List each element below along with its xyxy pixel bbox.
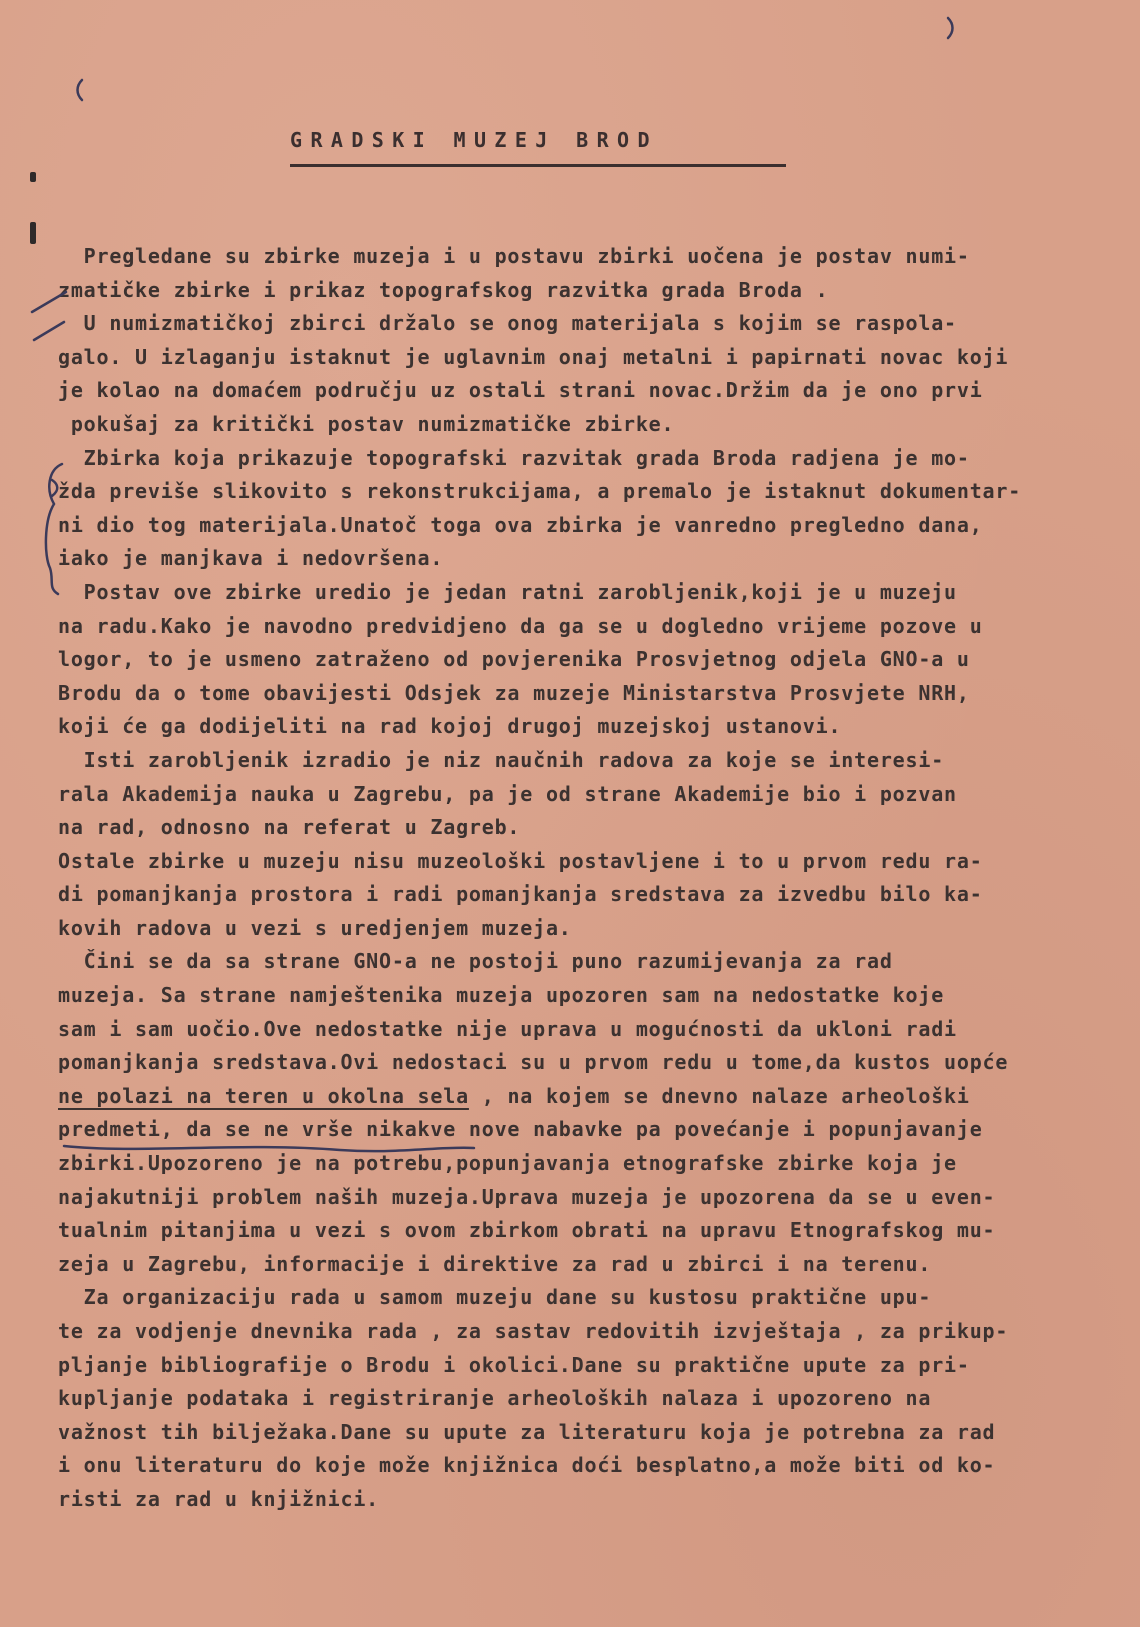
text-line: Isti zarobljenik izradio je niz naučnih radova za koje se interesi- [58,747,945,772]
text-line: Postav ove zbirke uredio je jedan ratni zarobljenik,koji je u muzeju [58,579,957,604]
text-line: ni dio tog materijala.Unatoč toga ova zbirka je vanredno pregledno dana, [58,512,983,537]
text-line: najakutniji problem naših muzeja.Uprava muzeja je upozorena da se u even- [58,1184,996,1209]
margin-bracket-mark [38,460,72,600]
text-line: i onu literaturu do koje može knjižnica doći besplatno,a može biti od ko- [58,1453,996,1478]
text-line: žda previše slikovito s rekonstrukcijama, a premalo je istaknut dokumentar- [58,479,1022,504]
text-line: iako je manjkava i nedovršena. [58,546,444,571]
text-line: rala Akademija nauka u Zagrebu, pa je od strane Akademije bio i pozvan [58,781,957,806]
text-line: pokušaj za kritički postav numizmatičke zbirke. [58,411,675,436]
text-line: koji će ga dodijeliti na rad kojoj drugoj muzejskoj ustanovi. [58,714,842,739]
text-line: muzeja. Sa strane namještenika muzeja upozoren sam na nedostatke koje [58,983,945,1008]
text-line: galo. U izlaganju istaknut je uglavnim onaj metalni i papirnati novac koji [58,344,1009,369]
text-line: Pregledane su zbirke muzeja i u postavu zbirki uočena je postav numi- [58,244,970,268]
text-line: je kolao na domaćem području uz ostali strani novac.Držim da je ono prvi [58,378,983,403]
text-line: te za vodjenje dnevnika rada , za sastav redovitih izvještaja , za prikup- [58,1319,1009,1343]
text-line: logor, to je usmeno zatraženo od povjerenika Prosvjetnog odjela GNO-a u [58,647,970,672]
edge-mark [30,222,36,244]
underlined-phrase: ne polazi na teren u okolna sela [58,1083,469,1108]
text-line: di pomanjkanja prostora i radi pomanjkanja sredstava za izvedbu bilo ka- [58,882,983,907]
text-line: zmatičke zbirke i prikaz topografskog razvitka grada Broda . [58,277,829,302]
text-line: risti za rad u knjižnici. [58,1486,380,1511]
text-line: pomanjkanja sredstava.Ovi nedostaci su u prvom redu u tome,da kustos uopće [58,1050,1009,1075]
text-line: važnost tih bilježaka.Dane su upute za literaturu koja je potrebna za rad [58,1419,996,1444]
text-line: kupljanje podataka i registriranje arheoloških nalaza i upozoreno na [58,1386,932,1411]
document-body [58,240,1118,1517]
text-line: tualnim pitanjima u vezi s ovom zbirkom obrati na upravu Etnografskog mu- [58,1218,996,1243]
text-line [58,1080,1118,1114]
text-line: Zbirka koja prikazuje topografski razvitak grada Broda radjena je mo- [58,445,970,470]
text-line: Brodu da o tome obavijesti Odsjek za muzeje Ministarstva Prosvjete NRH, [58,680,970,705]
top-pen-tick [72,78,86,102]
document-title: GRADSKI MUZEJ BROD [290,128,658,152]
text-line: zeja u Zagrebu, informacije i direktive za rad u zbirci i na terenu. [58,1251,932,1276]
title-underline [290,164,786,167]
text-line: kovih radova u vezi s uredjenjem muzeja. [58,915,572,940]
top-pen-tick [944,16,958,40]
text-line: na rad, odnosno na referat u Zagreb. [58,815,521,840]
text-line: pljanje bibliografije o Brodu i okolici.Dane su praktične upute za pri- [58,1352,970,1377]
line-remainder: , na kojem se dnevno nalaze arheološki [468,1083,970,1108]
text-line: sam i sam uočio.Ove nedostatke nije uprava u mogućnosti da ukloni radi [58,1016,957,1041]
text-line: predmeti, da se ne vrše nikakve nove nabavke pa povećanje i popunjavanje [58,1117,983,1142]
text-line: zbirki.Upozoreno je na potrebu,popunjavanja etnografske zbirke koja je [58,1151,957,1176]
edge-mark [30,172,36,182]
text-line: na radu.Kako je navodno predvidjeno da ga se u dogledno vrijeme pozove u [58,613,983,638]
text-line: Čini se da sa strane GNO-a ne postoji puno razumijevanja za rad [58,949,893,974]
text-line: Za organizaciju rada u samom muzeju dane su kustosu praktične upu- [58,1285,932,1310]
margin-pen-stroke [60,1138,480,1158]
text-line: Ostale zbirke u muzeju nisu muzeološki postavljene i to u prvom redu ra- [58,848,983,873]
text-line: U numizmatičkoj zbirci držalo se onog materijala s kojim se raspola- [58,311,957,336]
margin-pen-stroke [30,316,70,356]
